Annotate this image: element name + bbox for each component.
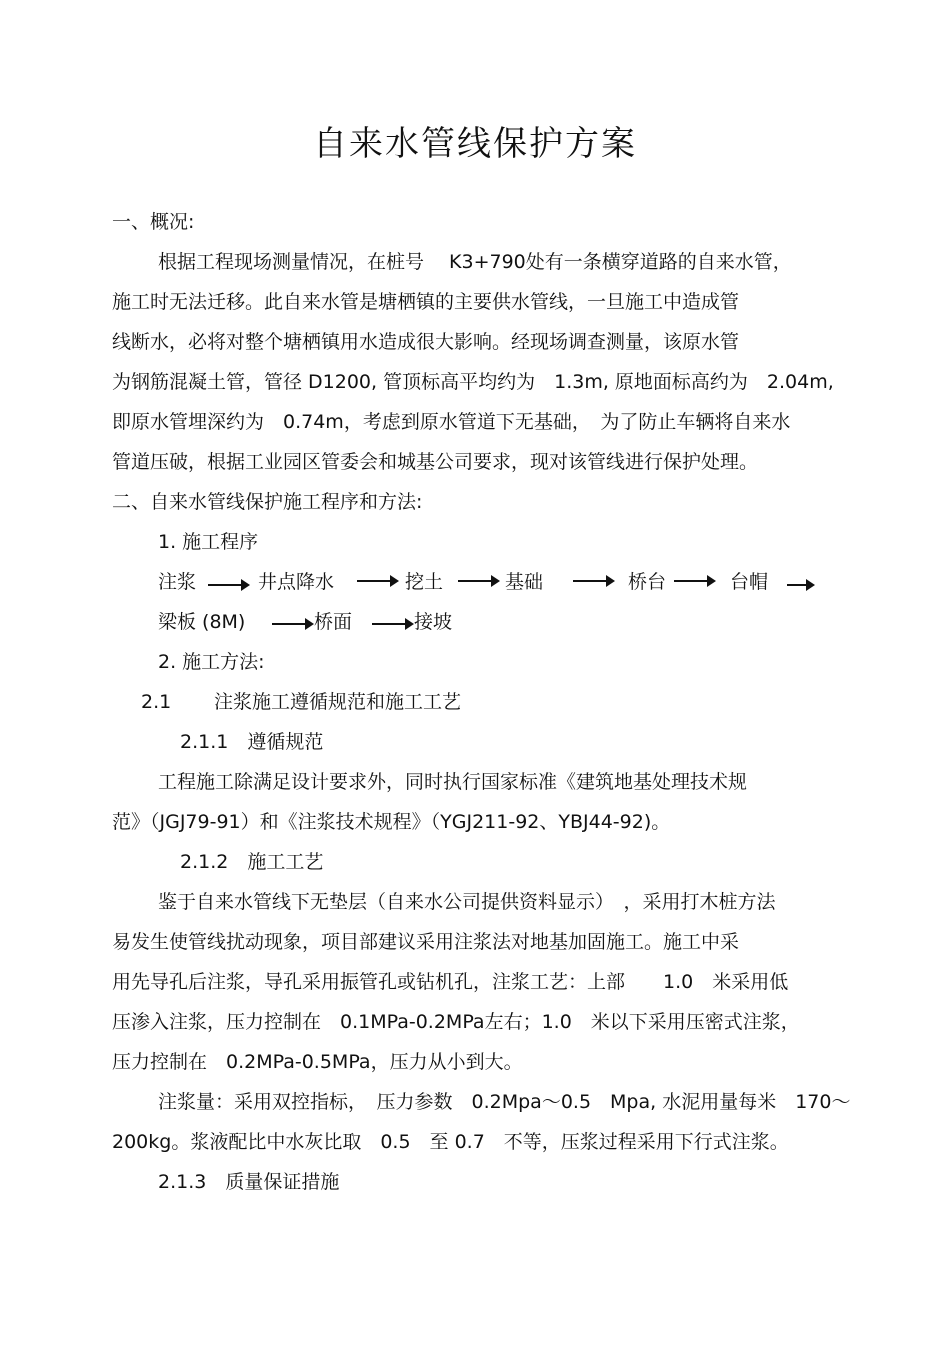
flow-step: 梁板 (8M) (158, 611, 246, 633)
process-flow-row (0, 609, 950, 635)
paragraph-line: 压力控制在 0.2MPa-0.5MPa，压力从小到大。 (112, 1051, 523, 1073)
arrow-right-icon (458, 580, 498, 582)
flow-step: 台帽 (730, 571, 769, 593)
subsection-heading: 1. 施工程序 (158, 531, 259, 553)
flow-step: 井点降水 (258, 571, 335, 593)
paragraph-line: 用先导孔后注浆，导孔采用振管孔或钻机孔，注浆工艺：上部 1.0 米采用低 (112, 971, 789, 993)
paragraph-line: 为钢筋混凝土管，管径 D1200, 管顶标高平均约为 1.3m, 原地面标高约为 2.04m, (112, 371, 834, 393)
paragraph-line: 工程施工除满足设计要求外，同时执行国家标准《建筑地基处理技术规 (158, 771, 748, 793)
arrow-right-icon (573, 580, 613, 582)
document-title: 自来水管线保护方案 (313, 124, 637, 164)
process-flow-row (0, 569, 950, 595)
arrow-right-icon (272, 623, 312, 625)
arrow-right-icon (357, 580, 397, 582)
flow-step: 桥面 (314, 611, 353, 633)
flow-step: 基础 (505, 571, 544, 593)
section-2-heading: 二、自来水管线保护施工程序和方法: (112, 491, 423, 513)
paragraph-line: 根据工程现场测量情况，在桩号 K3+790处有一条横穿道路的自来水管， (158, 251, 792, 273)
paragraph-line: 压渗入注浆，压力控制在 0.1MPa-0.2MPa左右；1.0 米以下采用压密式注浆， (112, 1011, 800, 1033)
paragraph-line: 管道压破，根据工业园区管委会和城基公司要求，现对该管线进行保护处理。 (112, 451, 759, 473)
paragraph-line: 鉴于自来水管线下无垫层（自来水公司提供资料显示） ，采用打木桩方法 (158, 891, 776, 913)
paragraph-line: 范》（JGJ79-91）和《注浆技术规程》（YGJ211-92、YBJ44-92)。 (112, 811, 671, 833)
clause-heading: 2.1.3 质量保证措施 (158, 1171, 340, 1193)
arrow-right-icon (208, 584, 248, 586)
clause-number: 2.1 (141, 691, 172, 713)
clause-heading: 2.1.1 遵循规范 (180, 731, 324, 753)
paragraph-line: 200kg。浆液配比中水灰比取 0.5 至 0.7 不等，压浆过程采用下行式注浆。 (112, 1131, 789, 1153)
paragraph-line: 注浆量：采用双控指标， 压力参数 0.2Mpa～0.5 Mpa, 水泥用量每米 170～ (158, 1091, 851, 1113)
clause-title: 注浆施工遵循规范和施工工艺 (214, 691, 462, 713)
paragraph-line: 易发生使管线扰动现象，项目部建议采用注浆法对地基加固施工。施工中采 (112, 931, 740, 953)
flow-step: 挖土 (405, 571, 444, 593)
subsection-heading: 2. 施工方法: (158, 651, 265, 673)
section-1-heading: 一、概况: (112, 211, 195, 233)
paragraph-line: 施工时无法迁移。此自来水管是塘栖镇的主要供水管线，一旦施工中造成管 (112, 291, 740, 313)
flow-step: 接坡 (414, 611, 453, 633)
paragraph-line: 即原水管埋深约为 0.74m，考虑到原水管道下无基础， 为了防止车辆将自来水 (112, 411, 791, 433)
flow-step: 桥台 (628, 571, 667, 593)
clause-heading: 2.1.2 施工工艺 (180, 851, 324, 873)
paragraph-line: 线断水，必将对整个塘栖镇用水造成很大影响。经现场调查测量，该原水管 (112, 331, 740, 353)
arrow-right-icon (674, 580, 714, 582)
flow-step: 注浆 (158, 571, 197, 593)
arrow-right-icon (372, 623, 412, 625)
arrow-right-icon (787, 584, 813, 586)
